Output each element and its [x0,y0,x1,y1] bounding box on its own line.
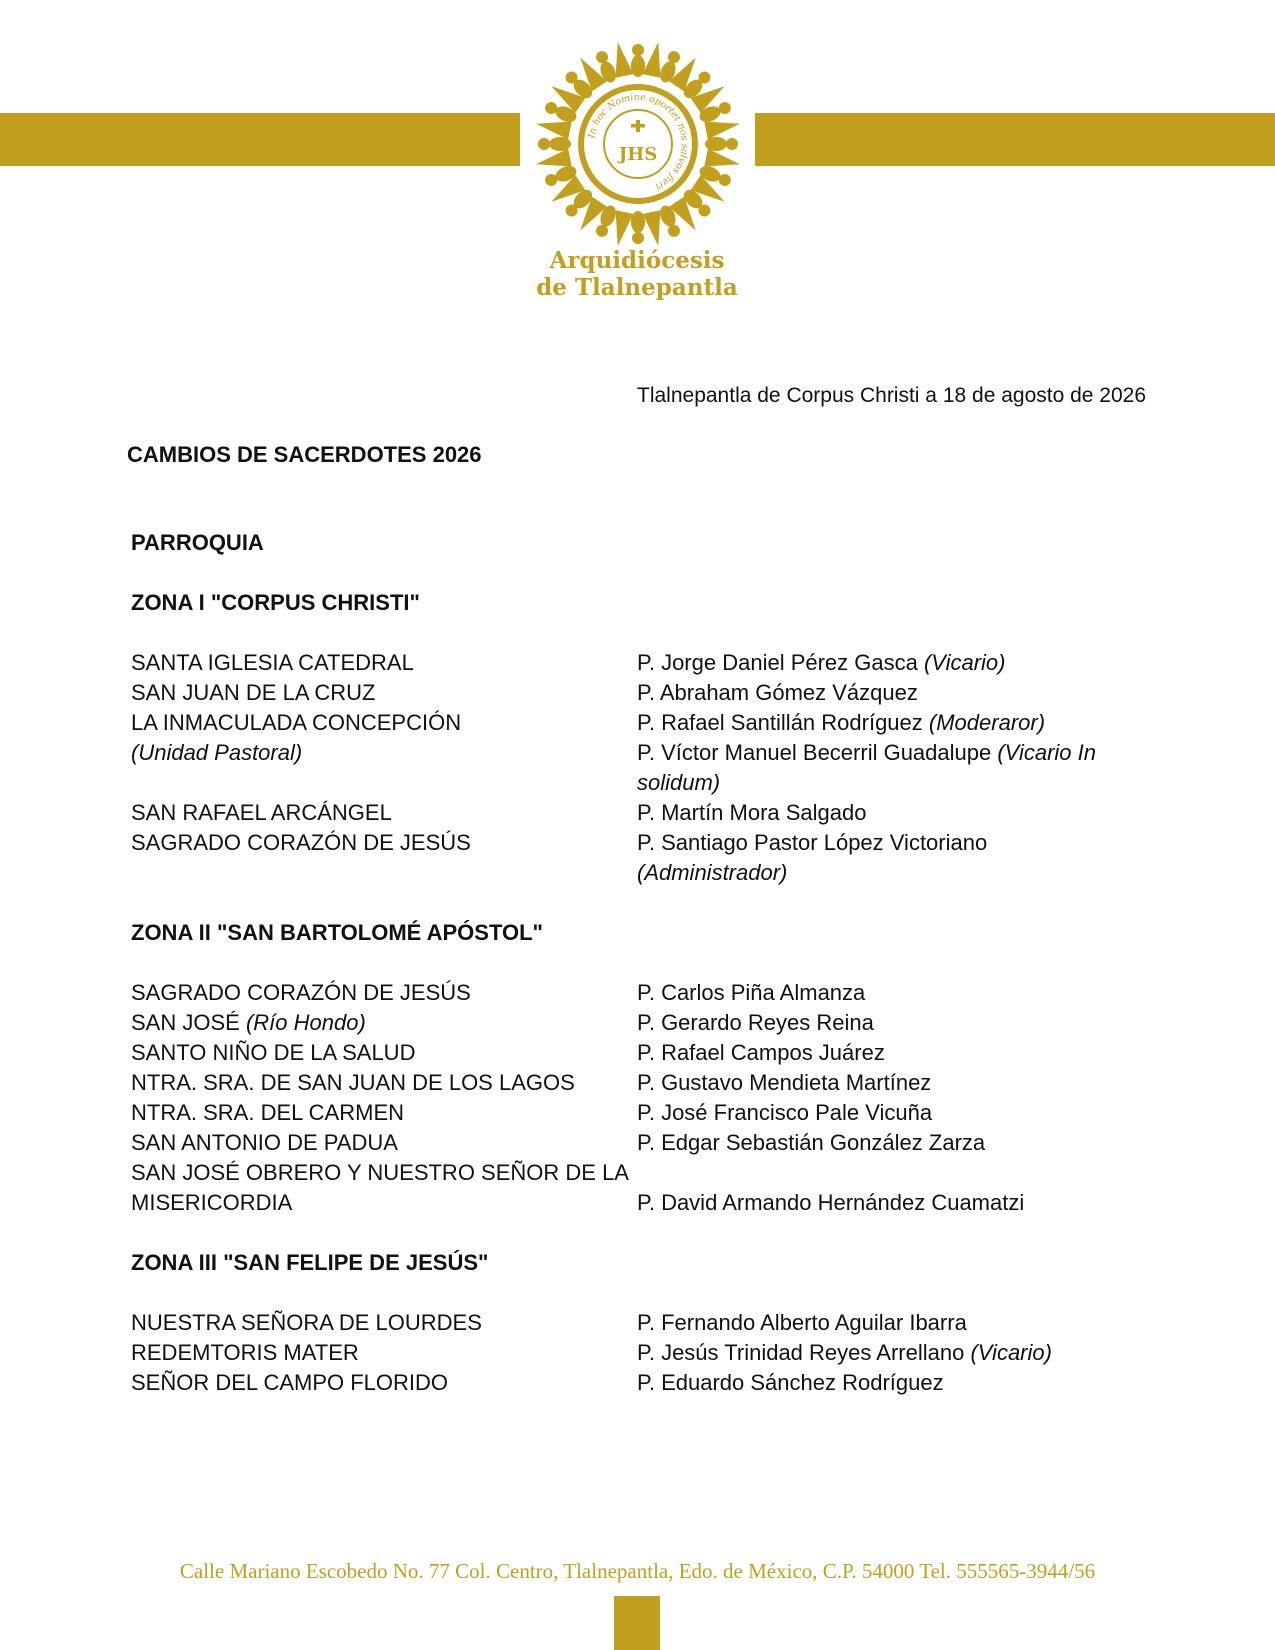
logo-figure-head [719,102,731,114]
parish-name: SANTA IGLESIA CATEDRAL [131,650,414,675]
logo-figure-head [726,138,738,150]
logo-figure-head [668,225,680,237]
logo-figure-head [596,225,608,237]
parish-name: SAN ANTONIO DE PADUA [131,1130,398,1155]
priest-role: (Moderaror) [928,710,1046,735]
parish-name: NUESTRA SEÑORA DE LOURDES [131,1310,482,1335]
archdiocese-logo [522,28,754,260]
parish-name: SEÑOR DEL CAMPO FLORIDO [131,1370,449,1395]
assignment-row [131,1158,1141,1218]
priest-name: P. Víctor Manuel Becerril Guadalupe (Vicario In solidum) [637,740,1096,795]
parish-name: NTRA. SRA. DEL CARMEN [131,1100,405,1125]
document-title: CAMBIOS DE SACERDOTES 2026 [127,442,482,467]
priest-name: P. Jesús Trinidad Reyes Arrellano (Vicario) [637,1340,1052,1365]
priest-name: P. Edgar Sebastián González Zarza [637,1130,986,1155]
parish-name: SAN JUAN DE LA CRUZ [131,680,376,705]
assignment-row [131,1038,1141,1068]
assignment-row [131,1068,1141,1098]
logo-figure-body [631,55,645,77]
priest-role: (Vicario In solidum) [637,740,1096,795]
logo-figure-head [632,44,644,56]
assignment-row [131,1098,1141,1128]
priest-name: P. David Armando Hernández Cuamatzi [637,1190,1025,1215]
priest-role: (Vicario) [923,650,1006,675]
parish-note: (Río Hondo) [245,1010,366,1035]
logo-figure-head [668,51,680,63]
priest-name: P. Gerardo Reyes Reina [637,1010,874,1035]
logo-figure-head [632,232,644,244]
logo-figure-body [705,137,727,151]
logo-motto: In hoc Nomine oportet nos salvos fieri [586,91,691,193]
assignment-row [131,1308,1141,1338]
footer-accent-block [614,1596,660,1650]
parish-name: REDEMTORIS MATER [131,1340,359,1365]
parish-name: SAGRADO CORAZÓN DE JESÚS [131,830,471,855]
assignment-row [131,978,1141,1008]
logo-figure-head [545,174,557,186]
brand-name [437,247,837,301]
priest-role: (Administrador) [637,860,788,885]
assignment-row [131,1368,1141,1398]
zone-3-heading: ZONA III "SAN FELIPE DE JESÚS" [131,1250,489,1275]
assignment-row [131,678,1141,708]
date-line: Tlalnepantla de Corpus Christi a 18 de agosto de 2026 [637,384,1147,407]
parish-name: LA INMACULADA CONCEPCIÓN [131,710,462,735]
parish-note: (Unidad Pastoral) [131,740,303,765]
section-label: PARROQUIA [131,530,264,555]
priest-name: P. Carlos Piña Almanza [637,980,866,1005]
footer-address: Calle Mariano Escobedo No. 77 Col. Centro, Tlalnepantla, Edo. de México, C.P. 54000 Tel. 555565-3944/56 [179,1559,1096,1583]
assignment-row [131,798,1141,828]
header-band-right [755,113,1275,166]
priest-name: P. Eduardo Sánchez Rodríguez [637,1370,944,1395]
assignment-row [131,1128,1141,1158]
priest-name: P. Gustavo Mendieta Martínez [637,1070,932,1095]
parish-name: SANTO NIÑO DE LA SALUD [131,1040,416,1065]
logo-figure-body [549,137,571,151]
header-band-left [0,113,520,166]
assignments-content [131,528,1141,1398]
logo-figure-head [538,138,550,150]
priest-name: P. Abraham Gómez Vázquez [637,680,918,705]
logo-monogram: JHS [618,144,658,165]
logo-figure-head [545,102,557,114]
brand-line-1: Arquidiócesis [549,247,725,274]
priest-role: (Vicario) [970,1340,1052,1365]
assignment-row [131,1338,1141,1368]
assignment-row [131,828,1141,888]
logo-figure-head [596,51,608,63]
priest-name: P. Rafael Santillán Rodríguez (Moderaror) [637,710,1046,735]
priest-name: P. José Francisco Pale Vicuña [637,1100,933,1125]
priest-name: P. Santiago Pastor López Victoriano (Administrador) [637,828,1141,888]
parish-name: SAGRADO CORAZÓN DE JESÚS [131,980,471,1005]
parish-name: SAN JOSÉ (Río Hondo) [131,1010,366,1035]
priest-name: P. Martín Mora Salgado [637,800,867,825]
priest-name: P. Rafael Campos Juárez [637,1040,885,1065]
parish-name: SAN RAFAEL ARCÁNGEL [131,800,392,825]
zone-2-heading: ZONA II "SAN BARTOLOMÉ APÓSTOL" [131,920,543,945]
parish-name: NTRA. SRA. DE SAN JUAN DE LOS LAGOS [131,1070,575,1095]
assignment-row [131,648,1141,678]
priest-name: P. Jorge Daniel Pérez Gasca (Vicario) [637,650,1006,675]
assignment-row [131,738,1141,798]
logo-figure-head [719,174,731,186]
logo-figure-body [631,211,645,233]
assignment-row [131,708,1141,738]
assignment-row [131,1008,1141,1038]
brand-line-2: de Tlalnepantla [536,274,738,301]
priest-name: P. Fernando Alberto Aguilar Ibarra [637,1310,967,1335]
parish-name: SAN JOSÉ OBRERO Y NUESTRO SEÑOR DE LA MISERICORDIA [131,1160,629,1215]
zone-1-heading: ZONA I "CORPUS CHRISTI" [131,590,420,615]
